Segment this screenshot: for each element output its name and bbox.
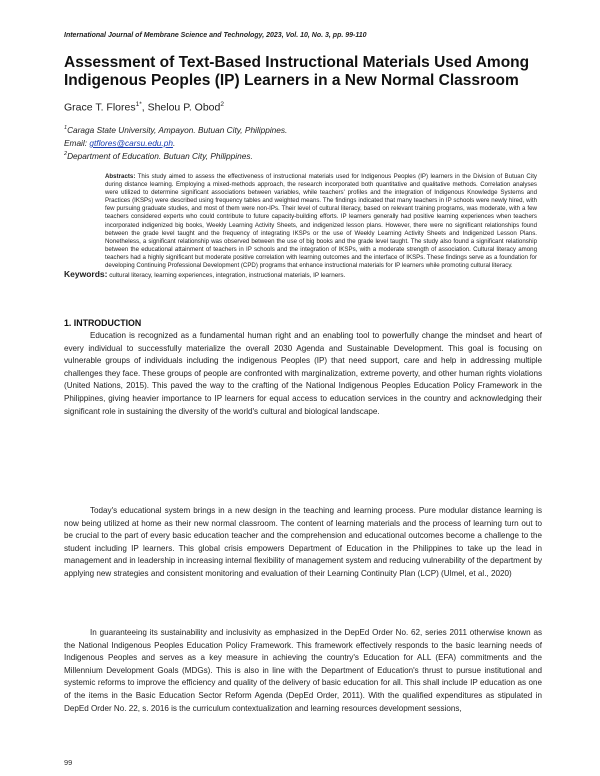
abstract-text: This study aimed to assess the effectiveness of instructional materials used for Indigenous Peoples (IP) learners in the Division of Butuan City during distance learning. Employing a mixed-methods approach, the research incorporated both quantitative and qualitative methods. Correlation analyses were utilized to determine significant associations between variables, while teachers' profiles and the integration of Indigenous Knowledge Systems and Practices (IKSPs) were described using frequency tables and weighted means. The findings indicated that many teachers in IP schools were newly hired, with few pursuing graduate studies, and most of them were non-IPs. Their level of cultural literacy, based on relevant training programs, was moderate, with a few teachers considered experts who could contribute to future capacity-building efforts. IP learners generally had positive learning experiences when teachers incorporated indigenized big books, Weekly Learning Activity Sheets, and indigenized lesson plans. However, there were no significant relationships found between the grade level taught and the frequency of integrating IKSPs or the use of Weekly Learning Activity Sheets and Indigenized Lesson Plans. Nonetheless, a significant relationship was observed between the use of big books and the grade level taught. The study also found a significant relationship between the educational attainment of teachers in IP schools and the integration of IKSPs, with a moderate strength of association. Cultural literacy among teachers had a highly significant but moderate positive correlation with learning outcomes and the interface of IKSPs. These findings serve as a foundation for developing Continuing Professional Development (CPD) programs that enhance instructional materials for IP learners while promoting cultural literacy. (105, 173, 537, 270)
body-paragraph: Today's educational system brings in a new design in the teaching and learning process. Pure modular distance learning is now being utilized at home as their new normal classroom. The content of learning materials and the process of learning turn out to be crucial to the part of every basic education teacher and the comprehension and educational outcomes become a challenge to the student including IP learners. This global crisis empowers Department of Education in the Philippines to take up the lead in management and in leadership in increasing internal flexibility of management system and reducing vulnerability of the department by applying new strategies and consistent monitoring and evaluation of their Learning Continuity Plan (LCP) (Ulmel, et al., 2020) (64, 506, 542, 578)
author-name: Shelou P. Obod (147, 101, 221, 114)
section-heading: 1. INTRODUCTION (64, 318, 142, 328)
keywords-line (64, 269, 544, 279)
email-link[interactable]: gtflores@carsu.edu.ph (89, 138, 173, 148)
affiliation-2 (64, 151, 544, 161)
affiliation-mark: 1 (64, 125, 68, 132)
keywords-label: Keywords: (64, 269, 108, 279)
paper-title: Assessment of Text-Based Instructional Materials Used Among Indigenous Peoples (IP) Learners in a New Normal Classroom (64, 54, 530, 89)
journal-header: International Journal of Membrane Science and Technology, 2023, Vol. 10, No. 3, pp. 99-110 (64, 32, 367, 39)
email-end: . (172, 138, 176, 148)
email-line (64, 138, 544, 148)
abstract-block (105, 173, 537, 270)
page-number: 99 (64, 758, 73, 767)
affiliation-text: Caraga State University, Ampayon. Butuan City, Philippines. (67, 125, 288, 135)
email-label: Email: (64, 138, 90, 148)
abstract-label: Abstracts: (105, 173, 136, 180)
author-separator: , (141, 101, 148, 114)
author-list (64, 101, 544, 114)
author-affiliation-mark: 1* (135, 101, 142, 108)
author-affiliation-mark: 2 (220, 101, 224, 108)
keywords-text: cultural literacy, learning experiences, integration, instructional materials, IP learners. (107, 272, 346, 279)
affiliation-1 (64, 125, 544, 135)
body-paragraph: Education is recognized as a fundamental human right and an enabling tool to powerfully change the mindset and heart of every individual to successfully materialize the overall 2030 Agenda and Sustainable Development. This goal is focusing on vulnerable groups of individuals including the indigenous Peoples (IP) that need support, care and help in addressing multiple challenges they face. These groups of people are confronted with marginalization, extreme poverty, and other human rights violations (United Nations, 2015). This paved the way to the crafting of the National Indigenous Peoples Education Policy Framework in the Philippines, giving heavier importance to IP learners for equal access to education services in the country and acknowledging their significant role in sustaining the diversity of the world's cultural and biological landscape. (64, 331, 542, 416)
author-name: Grace T. Flores (64, 101, 136, 114)
affiliation-text: Department of Education. Butuan City, Philippines. (67, 151, 253, 161)
affiliation-mark: 2 (64, 151, 68, 158)
body-paragraph: In guaranteeing its sustainability and inclusivity as emphasized in the DepEd Order No. 62, series 2011 otherwise known as the National Indigenous Peoples Education Policy Framework. This framework effectively responds to the basic learning needs of Indigenous Peoples and serves as a key measure in achieving the country's Education for ALL (EFA) commitments and the Millennium Development Goals (MDGs). This is also in line with the Department of Education's thrust to pursue institutional and systemic reforms to improve the efficiency and quality of the delivery of basic education for all. This shall include IP education as one of the items in the Basic Education Sector Reform Agenda (DepEd Order, 2011). With the qualified expenditures as stipulated in DepEd Order No. 22, s. 2016 is the curriculum contextualization and learning resources development sessions, (64, 628, 542, 713)
